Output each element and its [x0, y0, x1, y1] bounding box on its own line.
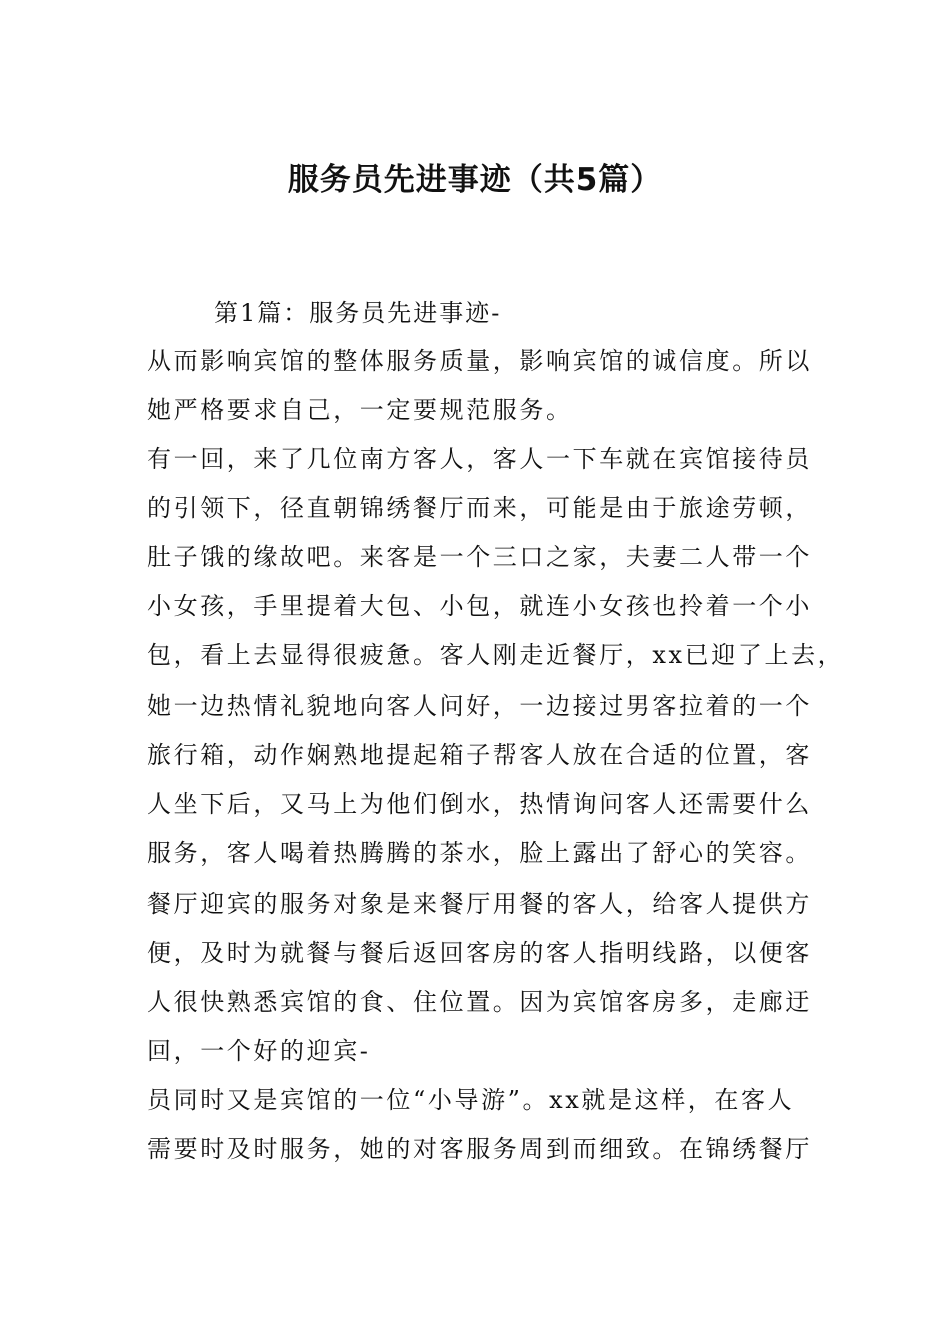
body-line: 有一回，来了几位南方客人，客人一下车就在宾馆接待员 [147, 445, 812, 473]
body-line: 旅行箱，动作娴熟地提起箱子帮客人放在合适的位置，客 [147, 741, 812, 769]
body-line: 回，一个好的迎宾- [147, 1037, 371, 1065]
body-line: 的引领下，径直朝锦绣餐厅而来，可能是由于旅途劳顿， [147, 494, 812, 522]
body-line: 包，看上去显得很疲惫。客人刚走近餐厅，xx已迎了上去， [147, 641, 845, 669]
body-line: 服务，客人喝着热腾腾的茶水，脸上露出了舒心的笑容。 [147, 839, 812, 867]
body-line: 需要时及时服务，她的对客服务周到而细致。在锦绣餐厅 [147, 1135, 812, 1163]
document-title: 服务员先进事迹（共5篇） [287, 162, 663, 198]
body-line: 人很快熟悉宾馆的食、住位置。因为宾馆客房多，走廊迂 [147, 988, 812, 1016]
body-line: 人坐下后，又马上为他们倒水，热情询问客人还需要什么 [147, 790, 812, 818]
body-line: 肚子饿的缘故吧。来客是一个三口之家，夫妻二人带一个 [147, 543, 812, 571]
body-line: 她严格要求自己，一定要规范服务。 [147, 396, 573, 424]
body-line: 小女孩，手里提着大包、小包，就连小女孩也拎着一个小 [147, 592, 812, 620]
section-heading: 第1篇：服务员先进事迹- [214, 299, 502, 327]
body-line: 餐厅迎宾的服务对象是来餐厅用餐的客人，给客人提供方 [147, 890, 812, 918]
body-line: 员同时又是宾馆的一位“小导游”。xx就是这样，在客人 [147, 1086, 795, 1114]
body-line: 便，及时为就餐与餐后返回客房的客人指明线路，以便客 [147, 939, 812, 967]
body-line: 从而影响宾馆的整体服务质量，影响宾馆的诚信度。所以 [147, 347, 812, 375]
body-line: 她一边热情礼貌地向客人问好，一边接过男客拉着的一个 [147, 692, 812, 720]
